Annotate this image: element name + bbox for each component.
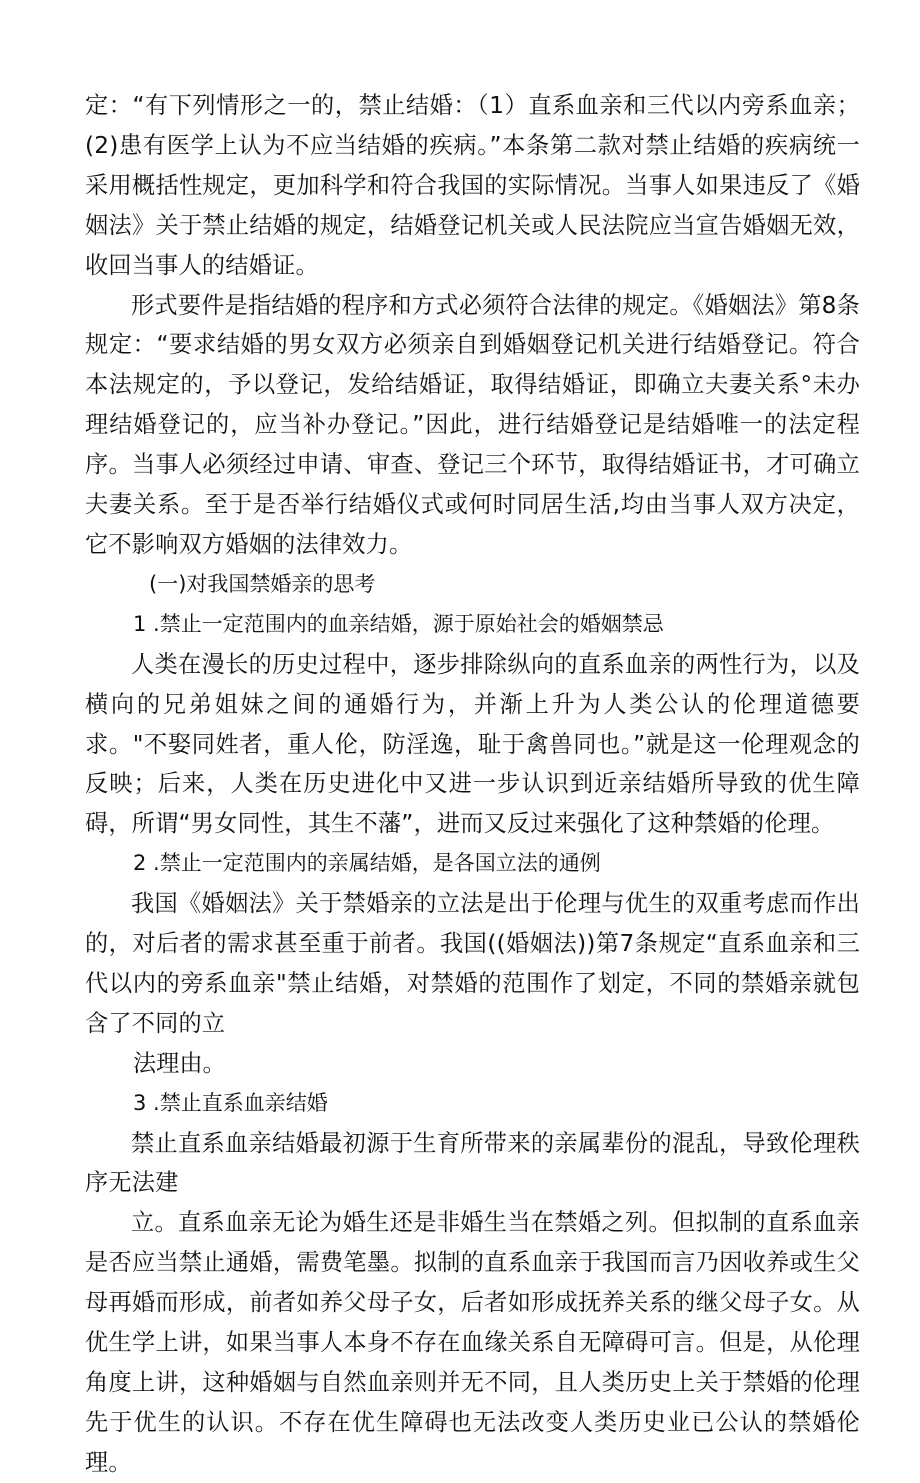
paragraph-formal-requirements: 形式要件是指结婚的程序和方式必须符合法律的规定。《婚姻法》第8条规定：“要求结婚的男女双方必须亲自到婚姻登记机关进行结婚登记。符合本法规定的，予以登记，发给结婚证，取得结婚证，即确立夫妻关系°未办理结婚登记的，应当补办登记。”因此，进行结婚登记是结婚唯一的法定程序。当事人必须经过申请、审查、登记三个环节，取得结婚证书，才可确立夫妻关系。至于是否举行结婚仪式或何时同居生活,均由当事人双方决定，它不影响双方婚姻的法律效力。 [85, 291, 860, 558]
paragraph-legislation: 我国《婚姻法》关于禁婚亲的立法是出于伦理与优生的双重考虑而作出的，对后者的需求甚至重于前者。我国((婚姻法))第7条规定“直系血亲和三代以内的旁系血亲"禁止结婚，对禁婚的范围作了划定，不同的禁婚亲就包含了不同的立 [85, 890, 860, 1037]
subheading-1: 1 .禁止一定范围内的血亲结婚，源于原始社会的婚姻禁忌 [133, 611, 664, 636]
paragraph-fictive-blood: 立。直系血亲无论为婚生还是非婚生当在禁婚之列。但拟制的直系血亲是否应当禁止通婚，需费笔墨。拟制的直系血亲于我国而言乃因收养或生父母再婚而形成，前者如养父母子女，后者如形成抚养关系的继父母子女。从优生学上讲，如果当事人本身不存在血缘关系自无障碍可言。但是，从伦理角度上讲，这种婚姻与自然血亲则并无不同，且人类历史上关于禁婚的伦理先于优生的认识。不存在优生障碍也无法改变人类历史业已公认的禁婚伦理。 [85, 1209, 860, 1476]
paragraph-continuation: 法理由。 [133, 1049, 226, 1077]
paragraph-direct-blood: 禁止直系血亲结婚最初源于生育所带来的亲属辈份的混乱，导致伦理秩序无法建 [85, 1129, 860, 1197]
paragraph-human-history: 人类在漫长的历史过程中，逐步排除纵向的直系血亲的两性行为，以及横向的兄弟姐妹之间的通婚行为，并渐上升为人类公认的伦理道德要求。"不娶同姓者，重人伦，防淫逸，耻于禽兽同也。”就是这一伦理观念的反映；后来，人类在历史进化中又进一步认识到近亲结婚所导致的优生障碍，所谓“男女同性，其生不藩”，进而又反过来强化了这种禁婚的伦理。 [85, 650, 860, 838]
section-heading: (一)对我国禁婚亲的思考 [149, 571, 376, 596]
paragraph-marriage-prohibition: 定：“有下列情形之一的，禁止结婚：（1）直系血亲和三代以内旁系血亲；(2)患有医学上认为不应当结婚的疾病。”本条第二款对禁止结婚的疾病统一采用概括性规定，更加科学和符合我国的实际情况。当事人如果违反了《婚姻法》关于禁止结婚的规定，结婚登记机关或人民法院应当宣告婚姻无效，收回当事人的结婚证。 [85, 92, 860, 279]
subheading-2: 2 .禁止一定范围内的亲属结婚，是各国立法的通例 [133, 851, 601, 876]
subheading-3: 3 .禁止直系血亲结婚 [133, 1090, 328, 1115]
